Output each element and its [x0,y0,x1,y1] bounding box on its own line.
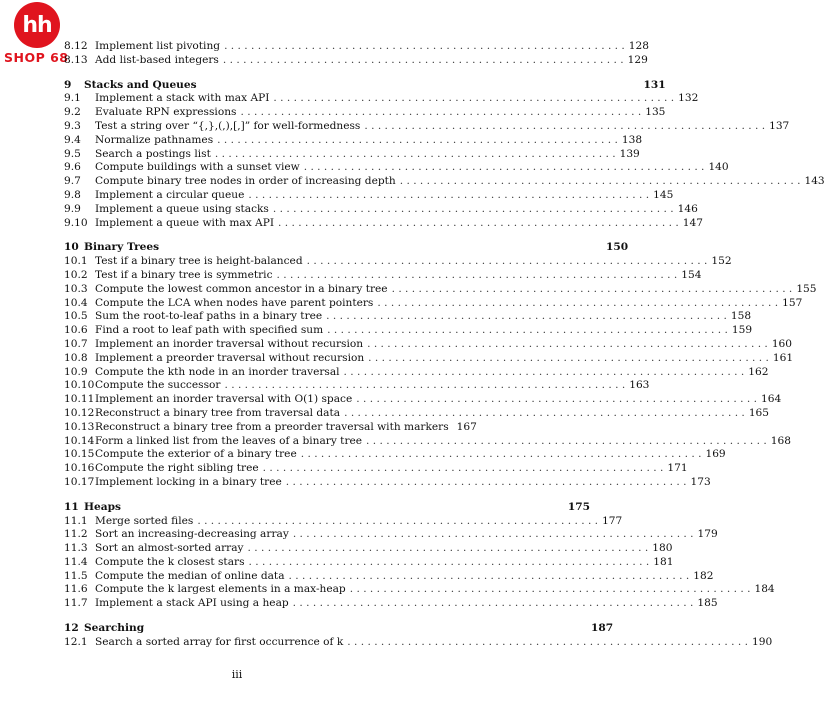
toc-row[interactable] [64,296,803,311]
toc-title: Search a postings list [95,147,211,160]
toc-page-number: 181 [653,555,674,568]
toc-number: 10.15 [64,448,95,461]
toc-number: 8.13 [64,53,88,66]
toc-title: Implement a queue with max API [95,216,275,229]
toc-page-number: 158 [730,310,752,323]
dot-leader [368,352,769,366]
toc-number: 11.4 [64,555,88,568]
toc-number: 9.4 [64,133,81,146]
toc-title: Reconstruct a binary tree from a preorder traversal with markers [95,420,449,433]
toc-row[interactable] [64,434,792,449]
dot-leader [293,597,694,611]
toc-chapter-row[interactable] [64,78,666,93]
toc-row[interactable] [64,92,699,106]
toc-title: Compute the k closest stars [95,555,245,568]
toc-number: 11.5 [64,569,88,582]
toc-number: 12 [64,622,79,635]
toc-row[interactable] [64,420,477,435]
toc-number: 10.6 [64,324,88,337]
toc-page-number: 171 [667,462,688,475]
toc-number: 9.8 [64,188,81,201]
toc-number: 9.10 [64,216,88,229]
toc-number: 10.10 [64,379,95,392]
dot-leader [350,583,751,597]
toc-title: Compute buildings with a sunset view [95,161,300,174]
toc-page-number: 140 [708,161,729,174]
toc-number: 9.6 [64,161,81,174]
toc-row[interactable] [64,635,773,650]
toc-title: Binary Trees [84,241,160,254]
toc-title: Searching [84,622,145,635]
toc-title: Compute the successor [95,379,221,392]
toc-page-number: 164 [760,393,782,406]
dot-leader [273,92,674,106]
dot-leader [248,542,649,556]
toc-title: Compute the k largest elements in a max-heap [95,583,346,596]
toc-row[interactable] [64,475,711,490]
toc-number: 11.1 [64,514,88,527]
toc-number: 11.3 [64,542,88,555]
toc-page-number: 155 [796,282,817,295]
toc-number: 10.4 [64,296,88,309]
toc-page-number: 154 [681,268,702,281]
toc-title: Compute the right sibling tree [95,462,259,475]
dot-leader [289,570,690,584]
toc-title: Sort an almost-sorted array [95,542,244,555]
toc-row[interactable] [64,282,817,297]
toc-page-number: 146 [677,202,698,215]
toc-title: Implement a stack with max API [95,92,270,105]
toc-number: 9 [64,78,72,91]
toc-row[interactable] [64,555,674,570]
toc-title: Test if a binary tree is symmetric [95,268,273,281]
toc-number: 10.13 [64,420,95,433]
dot-leader [307,255,708,269]
dot-leader [248,189,649,203]
dot-leader [366,435,767,449]
toc-title: Stacks and Queues [84,78,197,91]
toc-page-number: 160 [771,337,793,350]
toc-number: 12.1 [64,635,88,648]
toc-title: Compute the exterior of a binary tree [95,448,297,461]
toc-title: Compute binary tree nodes in order of increasing depth [95,175,396,188]
toc-number: 10.3 [64,282,88,295]
toc-page-number: 184 [754,583,775,596]
toc-title: Add list-based integers [95,53,219,66]
toc-page-number: 161 [772,351,794,364]
dot-leader [277,269,678,283]
dot-leader [400,175,801,189]
dot-leader [347,636,748,650]
dot-leader [367,338,768,352]
toc-page-number: 182 [693,569,714,582]
toc-title: Implement an inorder traversal without recursion [95,337,364,350]
toc-row[interactable] [64,514,623,529]
section-gap [64,611,438,622]
toc-title: Search a sorted array for first occurrence of k [95,635,344,648]
toc-page-number: 185 [697,597,718,610]
toc-row[interactable] [64,53,648,68]
toc-page-number: 187 [591,622,614,635]
toc-chapter-row[interactable] [64,622,614,636]
section-gap [64,490,438,501]
toc-page-number: 139 [619,147,640,160]
toc-title: Compute the LCA when nodes have parent pointers [95,296,374,309]
toc-number: 11.2 [64,528,88,541]
toc-number: 9.3 [64,119,81,132]
toc-page-number: 137 [769,119,790,132]
dot-leader [356,393,757,407]
toc-title: Test if a binary tree is height-balanced [95,255,303,268]
toc-row[interactable] [64,310,752,324]
dot-leader [278,217,679,231]
toc-number: 9.2 [64,106,81,119]
dot-leader [240,106,641,120]
toc-row[interactable] [64,106,666,120]
toc-row[interactable] [64,175,825,189]
toc-page-number: 169 [705,448,726,461]
toc-page-number: 163 [629,379,650,392]
toc-number: 10.12 [64,406,95,419]
toc-row[interactable] [64,202,698,217]
toc-page-number: 147 [682,216,703,229]
toc-row[interactable] [64,542,673,556]
toc-page-number: 175 [567,500,591,513]
toc-number: 11.6 [64,583,88,596]
dot-leader [301,448,702,462]
dot-leader [293,528,694,542]
toc-title: Sort an increasing-decreasing array [95,528,289,541]
dot-leader [217,134,618,148]
toc-number: 10 [64,241,79,254]
dot-leader [263,462,664,476]
toc-chapter-row[interactable] [64,241,629,255]
toc-page-number: 165 [748,406,770,419]
toc-page-number: 190 [751,635,773,648]
toc-number: 10.8 [64,351,88,364]
logo-mark: hh [14,2,60,48]
dot-leader [273,203,674,217]
toc-page-number: 177 [602,514,623,527]
toc-row[interactable] [64,133,643,148]
toc-number: 10.14 [64,434,95,447]
toc-title: Implement a queue using stacks [95,202,269,215]
toc-page-number: 167 [456,420,477,433]
toc-row[interactable] [64,393,782,407]
toc-page-number: 131 [643,78,666,91]
toc-row[interactable] [64,365,769,380]
dot-leader [249,556,650,570]
toc-number: 10.9 [64,365,88,378]
toc-page-number: 138 [621,133,643,146]
toc-row[interactable] [64,255,732,269]
dot-leader [304,161,705,175]
dot-leader [327,324,728,338]
dot-leader [224,40,625,54]
toc-page-number: 143 [804,175,825,188]
toc-chapter-row[interactable] [64,500,591,515]
page-number: iii [231,668,243,681]
toc-number: 10.2 [64,268,88,281]
dot-leader [286,476,687,490]
toc-title: Heaps [84,500,121,513]
toc-page-number: 132 [678,92,699,105]
toc-row[interactable] [64,147,640,162]
toc-number: 9.9 [64,202,81,215]
toc-page-number: 150 [606,241,629,254]
toc-number: 9.5 [64,147,81,160]
toc-number: 11 [64,500,79,513]
toc-title: Form a linked list from the leaves of a binary tree [95,434,363,447]
toc-row[interactable] [64,216,703,231]
toc-row[interactable] [64,597,718,611]
dot-leader [223,54,624,68]
toc-page-number: 179 [697,528,718,541]
toc-row[interactable] [64,583,775,597]
section-gap [64,230,438,241]
table-of-contents [64,40,825,650]
toc-number: 9.1 [64,92,81,105]
toc-title: Sum the root-to-leaf paths in a binary tree [95,310,323,323]
toc-title: Compute the kth node in an inorder traversal [95,365,340,378]
shop-logo [2,2,68,76]
dot-leader [224,379,625,393]
toc-page-number: 152 [711,255,732,268]
toc-number: 9.7 [64,175,81,188]
toc-title: Normalize pathnames [95,133,214,146]
toc-number: 10.16 [64,462,95,475]
toc-page-number: 128 [628,40,650,52]
toc-page-number: 145 [653,188,674,201]
dot-leader [344,366,745,380]
toc-page-number: 180 [652,542,673,555]
toc-row[interactable] [64,462,688,476]
toc-row[interactable] [64,119,790,134]
toc-page-number: 157 [782,296,803,309]
toc-number: 10.5 [64,310,88,323]
toc-page-number: 129 [627,53,648,66]
toc-number: 11.7 [64,597,88,610]
toc-title: Implement a circular queue [95,188,245,201]
toc-row[interactable] [64,406,770,421]
toc-title: Compute the lowest common ancestor in a binary tree [95,282,388,295]
toc-number: 10.7 [64,337,88,350]
toc-row[interactable] [64,188,674,203]
toc-page-number: 168 [770,434,792,447]
toc-row[interactable] [64,528,718,542]
dot-leader [377,297,778,311]
toc-page-number: 173 [690,475,711,488]
toc-page-number: 162 [748,365,769,378]
toc-row[interactable] [64,351,794,366]
section-gap [64,68,438,79]
toc-row[interactable] [64,268,702,283]
toc-row[interactable] [64,448,726,462]
toc-number: 10.11 [64,393,95,406]
dot-leader [392,283,793,297]
toc-number: 10.17 [64,475,95,488]
toc-number: 10.1 [64,255,88,268]
toc-title: Implement list pivoting [95,40,221,52]
toc-title: Evaluate RPN expressions [95,106,237,119]
toc-row[interactable] [64,569,714,584]
toc-title: Reconstruct a binary tree from traversal data [95,406,341,419]
toc-title: Implement an inorder traversal with O(1) space [95,393,353,406]
dot-leader [326,310,727,324]
dot-leader [197,515,598,529]
toc-page-number: 135 [645,106,666,119]
toc-title: Implement a preorder traversal without recursion [95,351,365,364]
logo-text: SHOP 68 [4,50,69,65]
dot-leader [344,407,745,421]
toc-row[interactable] [64,379,650,393]
toc-row[interactable] [64,337,793,352]
toc-row[interactable] [64,161,729,175]
toc-row[interactable] [64,324,753,338]
toc-row[interactable] [64,40,650,54]
toc-title: Merge sorted files [95,514,194,527]
toc-title: Test a string over “{,},(,),[,]” for well-formedness [95,119,361,132]
toc-title: Compute the median of online data [95,569,285,582]
toc-title: Implement locking in a binary tree [95,475,282,488]
dot-leader [364,120,765,134]
toc-title: Find a root to leaf path with specified sum [95,324,324,337]
toc-title: Implement a stack API using a heap [95,597,289,610]
dot-leader [215,148,616,162]
toc-page-number: 159 [731,324,753,337]
toc-number: 8.12 [64,40,88,52]
